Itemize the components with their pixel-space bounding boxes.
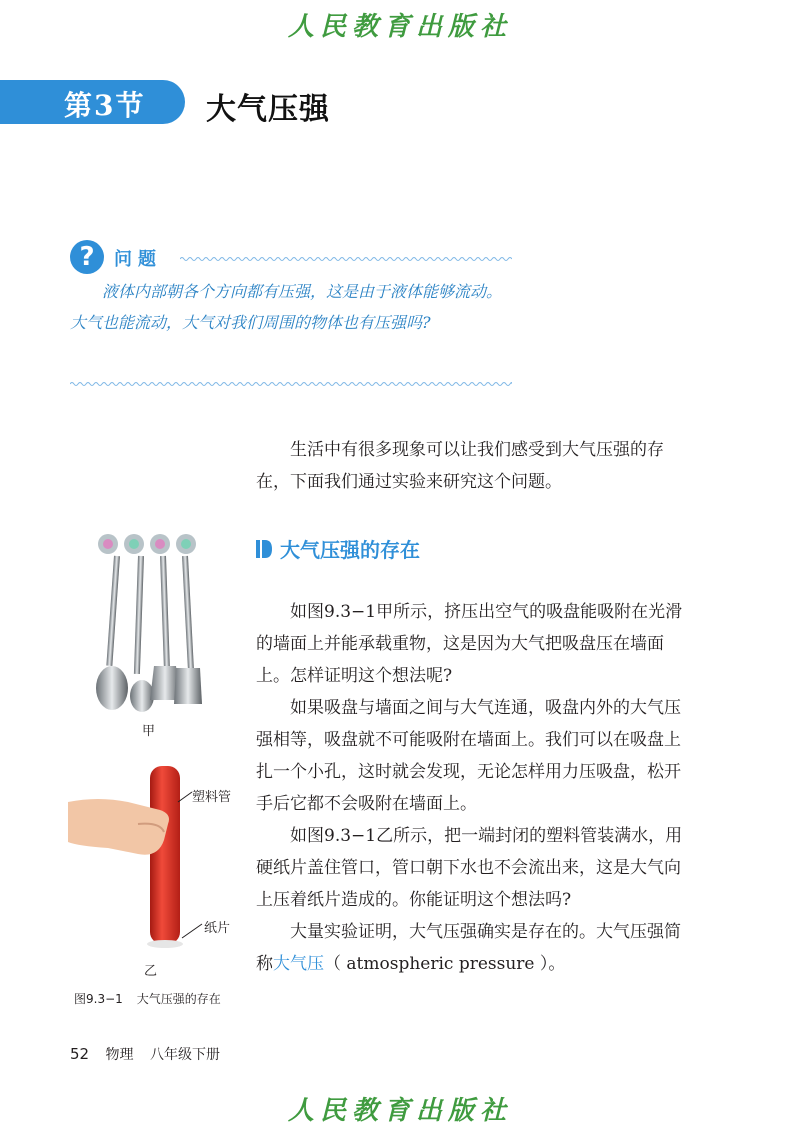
section-number-label: 第3节 [64, 89, 146, 122]
question-icon: ? [70, 240, 104, 274]
term-atmospheric-pressure: 大气压 [273, 954, 324, 974]
section-title: 大气压强 [206, 92, 330, 127]
paragraph-4-text: 大量实验证明，大气压强确实是存在的。大气压强简称 [256, 922, 681, 974]
question-text: 液体内部朝各个方向都有压强，这是由于液体能够流动。大气也能流动，大气对我们周围的物体也有压强吗? [70, 282, 503, 332]
question-title: 问题 [114, 249, 162, 270]
wave-divider-bottom [70, 381, 512, 387]
publisher-logo-top: 人民教育出版社 [287, 12, 512, 42]
paragraph-2: 如果吸盘与墙面之间与大气连通，吸盘内外的大气压强相等，吸盘就不可能吸附在墙面上。我们可以在吸盘上扎一个小孔，这时就会发现，无论怎样用力压吸盘，松开手后它都不会吸附在墙面上。 [256, 698, 681, 814]
subsection-title: 大气压强的存在 [280, 538, 420, 562]
subsection-marker-icon [256, 540, 272, 558]
label-paper-card: 纸片 [204, 921, 231, 936]
footer-subject: 物理 [105, 1047, 134, 1063]
label-plastic-tube: 塑料管 [192, 790, 232, 805]
figure-label-jia: 甲 [142, 724, 156, 739]
paragraph-3: 如图9.3−1乙所示，把一端封闭的塑料管装满水，用硬纸片盖住管口，管口朝下水也不会流出来，这是大气向上压着纸片造成的。你能证明这个想法吗? [256, 826, 683, 910]
page-number: 52 [70, 1045, 90, 1063]
suction-cup-hooks-image [90, 528, 210, 718]
paragraph-1: 如图9.3−1甲所示，挤压出空气的吸盘能吸附在光滑的墙面上并能承载重物，这是因为大气把吸盘压在墙面上。怎样证明这个想法呢? [256, 602, 683, 686]
figure-caption-text: 大气压强的存在 [136, 992, 221, 1006]
figure-caption-number: 图9.3−1 [74, 992, 123, 1006]
publisher-logo-bottom: 人民教育出版社 [287, 1096, 512, 1126]
figure-label-yi: 乙 [144, 964, 158, 979]
page-footer [70, 1044, 232, 1064]
figure-caption [74, 990, 221, 1007]
wave-divider-top [180, 256, 512, 262]
footer-grade: 八年级下册 [150, 1047, 220, 1063]
paragraph-4 [256, 916, 696, 980]
intro-paragraph: 生活中有很多现象可以让我们感受到大气压强的存在，下面我们通过实验来研究这个问题。 [256, 440, 664, 492]
paragraph-4-english: （ atmospheric pressure ）。 [324, 954, 566, 974]
